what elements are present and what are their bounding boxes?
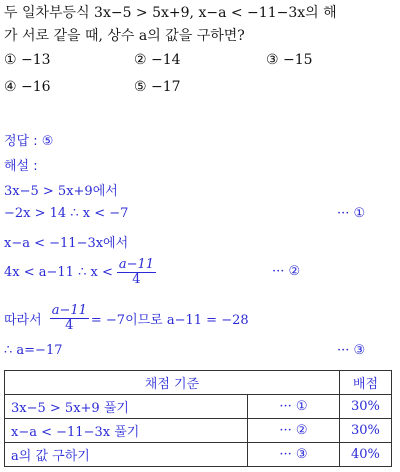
step-1: 3x−5 > 5x+9에서	[4, 184, 118, 199]
step-5-denominator: 4	[65, 317, 74, 333]
step-4	[4, 256, 156, 288]
mark-2: ··· ②	[248, 419, 340, 443]
step-2: −2x > 14 ∴ x < −7	[4, 206, 129, 221]
question-line-1: 두 일차부등식 3x−5 > 5x+9, x−a < −11−3x의 해	[4, 5, 337, 21]
grading-table	[4, 370, 392, 467]
step-5-fraction	[50, 304, 89, 332]
choice-4[interactable]: ④ −16	[4, 79, 51, 95]
table-row	[5, 395, 392, 419]
step-5-prefix: 따라서	[4, 312, 42, 328]
choice-3[interactable]: ③ −15	[266, 52, 313, 68]
choice-5[interactable]: ⑤ −17	[134, 79, 181, 95]
step-4-fraction	[117, 258, 156, 286]
mark-1: ··· ①	[248, 395, 340, 419]
header-score: 배점	[339, 371, 391, 395]
step-4-numerator: a−11	[118, 256, 155, 272]
question-line-2: 가 서로 같을 때, 상수 a의 값을 구하면?	[4, 28, 245, 44]
grading-header-row	[5, 371, 392, 395]
step-6-mark: ··· ③	[337, 343, 366, 358]
step-5-rest: = −7이므로 a−11 = −28	[90, 312, 249, 328]
step-4-left: 4x < a−11 ∴ x <	[4, 264, 113, 280]
criterion-3: a의 값 구하기	[5, 443, 248, 467]
answer-label: 정답 : ⑤	[4, 134, 54, 149]
mark-3: ··· ③	[248, 443, 340, 467]
score-3: 40%	[339, 443, 391, 467]
step-5-numerator: a−11	[51, 302, 87, 318]
step-6: ∴ a=−17	[4, 343, 63, 358]
header-criteria: 채점 기준	[5, 371, 340, 395]
step-4-denominator: 4	[132, 271, 141, 287]
criterion-1: 3x−5 > 5x+9 풀기	[5, 395, 248, 419]
table-row	[5, 443, 392, 467]
criterion-2: x−a < −11−3x 풀기	[5, 419, 248, 443]
explanation-label: 해설 :	[4, 159, 38, 174]
step-3: x−a < −11−3x에서	[4, 236, 129, 251]
step-2-mark: ··· ①	[337, 206, 366, 221]
choice-1[interactable]: ① −13	[4, 52, 51, 68]
score-2: 30%	[339, 419, 391, 443]
step-5	[4, 302, 249, 334]
step-4-mark: ··· ②	[272, 264, 301, 279]
choice-2[interactable]: ② −14	[134, 52, 181, 68]
score-1: 30%	[339, 395, 391, 419]
table-row	[5, 419, 392, 443]
